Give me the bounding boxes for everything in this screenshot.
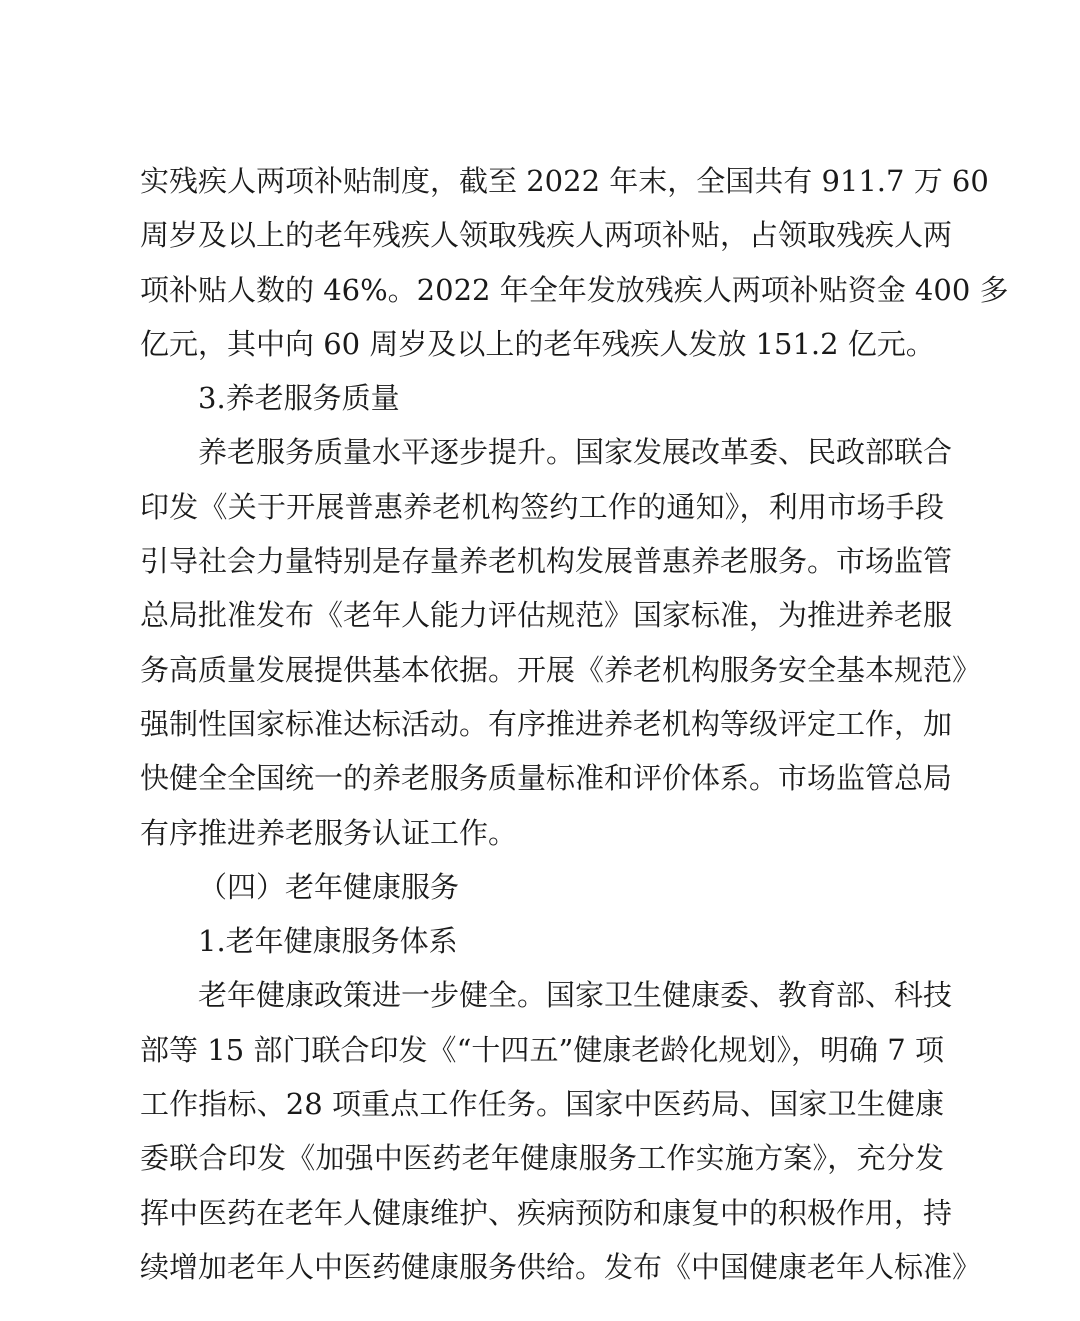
paragraph-line: 周岁及以上的老年残疾人领取残疾人两项补贴，占领取残疾人两 — [140, 218, 953, 253]
paragraph-line: 有序推进养老服务认证工作。 — [140, 815, 518, 850]
paragraph-line: 老年健康政策进一步健全。国家卫生健康委、教育部、科技 — [198, 978, 953, 1013]
paragraph-line: 引导社会力量特别是存量养老机构发展普惠养老服务。市场监管 — [140, 544, 953, 579]
paragraph-line: 印发《关于开展普惠养老机构签约工作的通知》，利用市场手段 — [140, 489, 944, 524]
paragraph-line: 续增加老年人中医药健康服务供给。发布《中国健康老年人标准》 — [140, 1249, 982, 1284]
section-heading-elderly-care-quality: 3.养老服务质量 — [198, 381, 400, 416]
paragraph-line: 快健全全国统一的养老服务质量标准和评价体系。市场监管总局 — [140, 761, 953, 796]
paragraph-line: 总局批准发布《老年人能力评估规范》国家标准，为推进养老服 — [140, 598, 953, 633]
paragraph-line: 挥中医药在老年人健康维护、疾病预防和康复中的积极作用，持 — [140, 1195, 953, 1230]
paragraph-line: 亿元，其中向 60 周岁及以上的老年残疾人发放 151.2 亿元。 — [140, 326, 935, 361]
paragraph-line: 工作指标、28 项重点工作任务。国家中医药局、国家卫生健康 — [140, 1087, 944, 1122]
subsection-heading-health-service-system: 1.老年健康服务体系 — [198, 924, 458, 959]
paragraph-line: 项补贴人数的 46%。2022 年全年发放残疾人两项补贴资金 400 多 — [140, 272, 1009, 307]
document-body — [140, 154, 1009, 1294]
paragraph-line: 部等 15 部门联合印发《“十四五”健康老龄化规划》，明确 7 项 — [140, 1032, 944, 1067]
paragraph-line: 务高质量发展提供基本依据。开展《养老机构服务安全基本规范》 — [140, 652, 982, 687]
paragraph-line: 委联合印发《加强中医药老年健康服务工作实施方案》，充分发 — [140, 1141, 944, 1176]
paragraph-line: 养老服务质量水平逐步提升。国家发展改革委、民政部联合 — [198, 435, 953, 470]
section-heading-elderly-health-services: （四）老年健康服务 — [198, 869, 460, 904]
paragraph-line: 实残疾人两项补贴制度，截至 2022 年末，全国共有 911.7 万 60 — [140, 164, 989, 198]
paragraph-line: 强制性国家标准达标活动。有序推进养老机构等级评定工作，加 — [140, 706, 953, 741]
